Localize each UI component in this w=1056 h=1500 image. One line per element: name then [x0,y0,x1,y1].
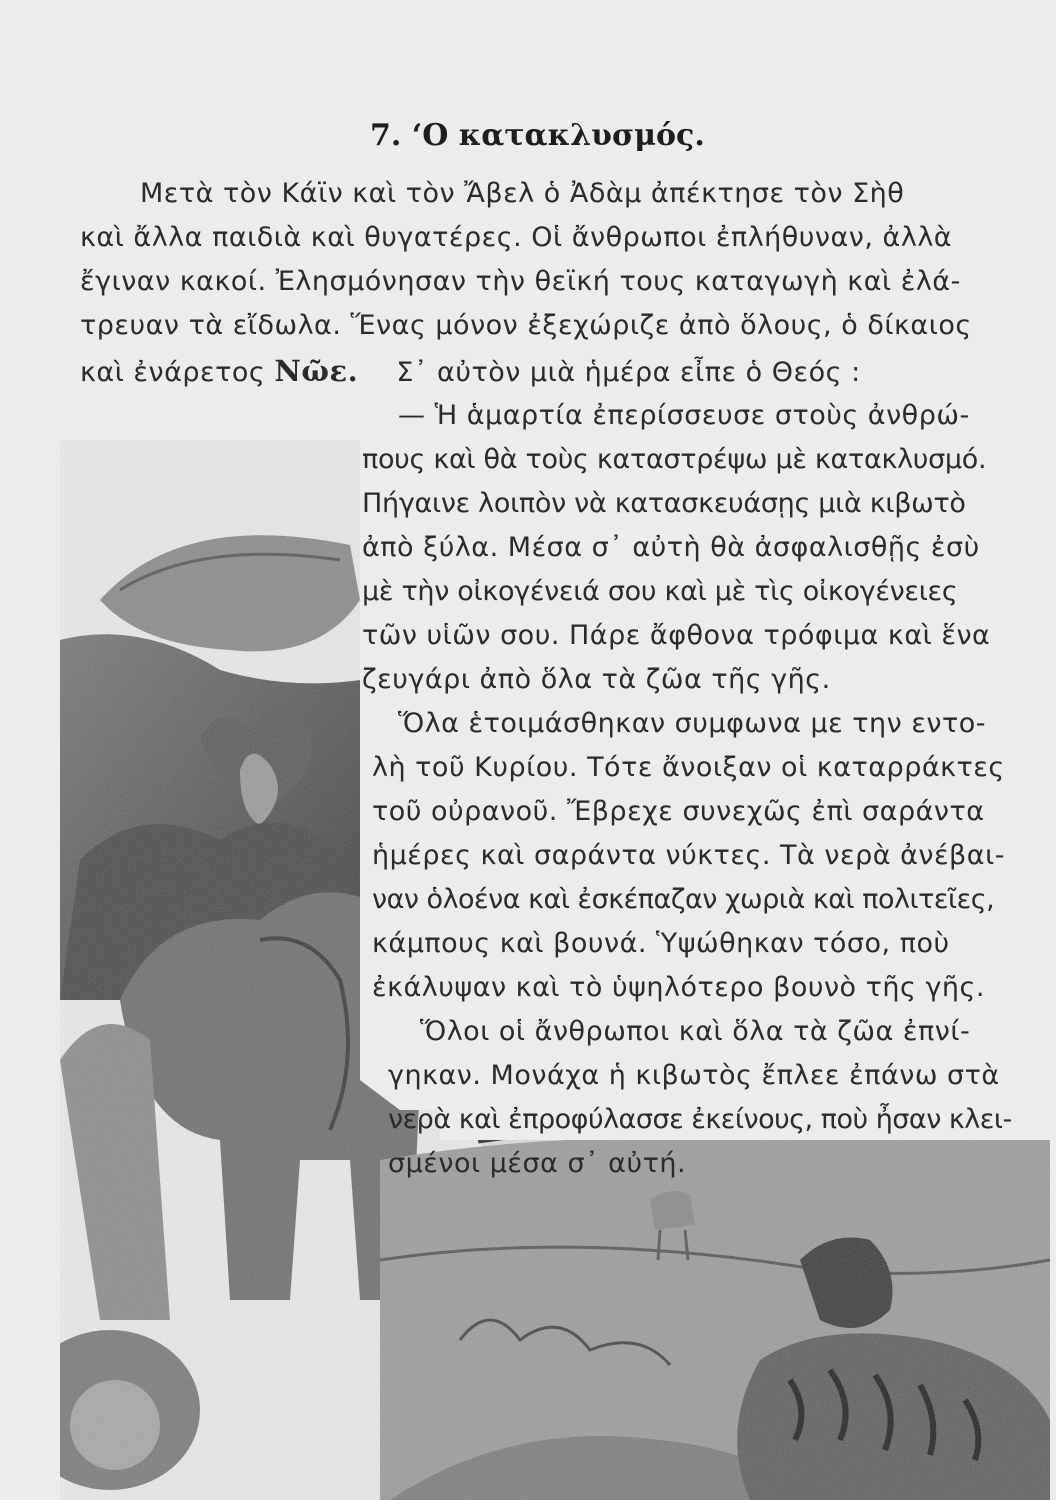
text-line: ἡμέρες καὶ σαράντα νύκτες. Τὰ νερὰ ἀνέβαι- [372,840,1005,871]
text-line: σμένοι μέσα σ᾿ αὐτή. [388,1148,687,1179]
text-line: ζευγάρι ἀπὸ ὅλα τὰ ζῶα τῆς γῆς. [362,664,831,695]
text-line: καὶ ἄλλα παιδιὰ καὶ θυγατέρες. Οἱ ἄνθρωποι ἐπλήθυναν, ἀλλὰ [80,222,953,253]
chapter-title: 7. ‘Ο κατακλυσμός. [370,118,705,153]
text-line: τρευαν τὰ εἴδωλα. Ἕνας μόνον ἐξεχώριζε ἀπὸ ὅλους, ὁ δίκαιος [80,310,972,341]
text-line: Πήγαινε λοιπὸν νὰ κατασκευάσῃς μιὰ κιβωτὸ [362,488,966,519]
text-line: πους καὶ θὰ τοὺς καταστρέψω μὲ κατακλυσμό. [362,444,987,475]
text-line: ναν ὁλοένα καὶ ἐσκέπαζαν χωριὰ καὶ πολιτεῖες, [372,884,995,915]
text-fragment: Σ᾿ αὐτὸν μιὰ ἡμέρα εἶπε ὁ Θεός : [396,357,861,388]
text-line: ἀπὸ ξύλα. Μέσα σ᾿ αὐτὴ θὰ ἀσφαλισθῇς ἐσὺ [362,532,980,563]
text-line [80,354,861,388]
text-line: ἔγιναν κακοί. Ἐλησμόνησαν τὴν θεϊκή τους καταγωγὴ καὶ ἐλά- [80,266,961,297]
text-line: γηκαν. Μονάχα ἡ κιβωτὸς ἔπλεε ἐπάνω στὰ [388,1060,1000,1091]
text-fragment: καὶ ἐνάρετος [80,357,266,388]
text-line: τῶν υἱῶν σου. Πάρε ἄφθονα τρόφιμα καὶ ἕνα [362,620,991,651]
text-line: κάμπους καὶ βουνά. Ὑψώθηκαν τόσο, ποὺ [372,928,950,959]
text-line: μὲ τὴν οἰκογένειά σου καὶ μὲ τὶς οἰκογένειες [362,576,958,607]
text-line: Μετὰ τὸν Κάϊν καὶ τὸν Ἄβελ ὁ Ἀδὰμ ἀπέκτησε τὸν Σὴθ [140,178,905,209]
text-line: ἐκάλυψαν καὶ τὸ ὑψηλότερο βουνὸ τῆς γῆς. [372,972,985,1003]
text-line: Ὅλοι οἱ ἄνθρωποι καὶ ὅλα τὰ ζῶα ἐπνί- [420,1016,971,1047]
text-line: τοῦ οὐρανοῦ. Ἔβρεχε συνεχῶς ἐπὶ σαράντα [372,796,985,827]
text-line: Ὅλα ἑτοιμάσθηκαν συμφωνα με την εντο- [398,708,987,739]
noah-name: Νῶε. [274,354,359,388]
text-line: λὴ τοῦ Κυρίου. Τότε ἄνοιξαν οἱ καταρράκτες [372,752,1005,783]
text-line: — Ἡ ἁμαρτία ἐπερίσσευσε στοὺς ἀνθρώ- [398,400,970,431]
text-line: νερὰ καὶ ἐπροφύλασσε ἐκείνους, ποὺ ἦσαν κλει- [388,1104,1012,1135]
